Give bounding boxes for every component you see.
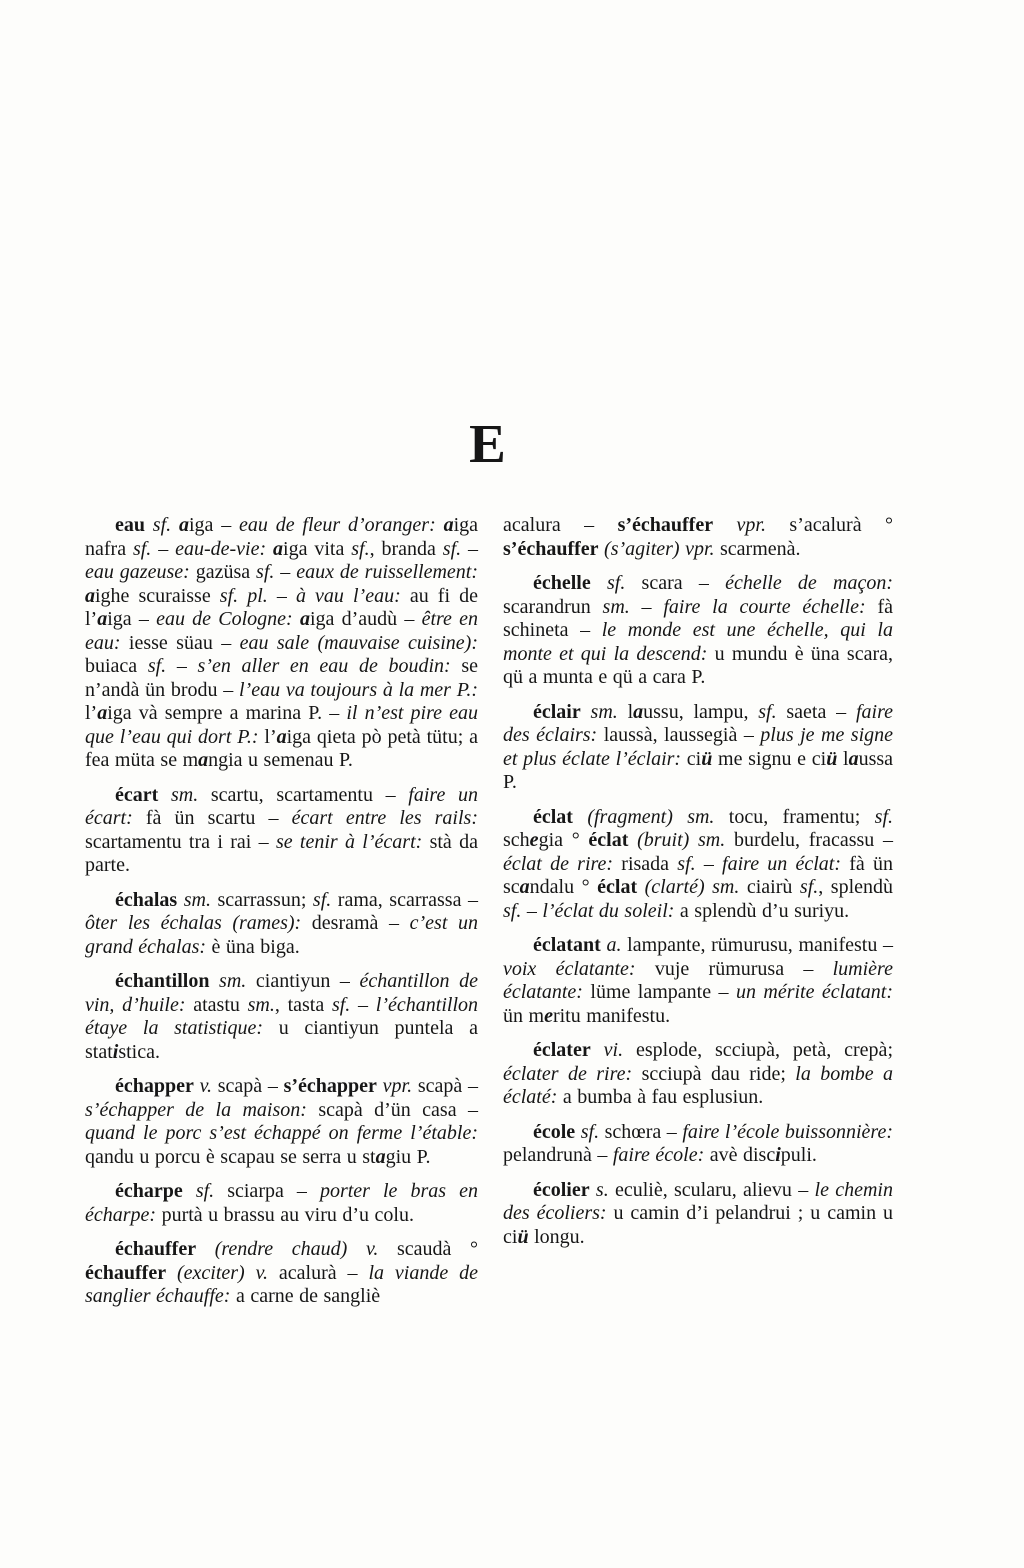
text-segment: l’ [85, 702, 98, 724]
text-segment: è üna biga. [206, 935, 300, 958]
text-segment: – [166, 655, 198, 677]
entry-eclat [503, 806, 893, 924]
text-segment: sm. [580, 700, 628, 723]
text-segment: (s’agiter) vpr. [598, 537, 721, 560]
text-segment: iesse süau – [120, 631, 240, 654]
text-segment: i [775, 1144, 781, 1166]
text-segment: faire l’école buissonnière: [682, 1120, 894, 1143]
text-segment: éclater de rire: [503, 1062, 633, 1085]
text-segment: sm. [247, 993, 275, 1016]
text-segment: acalura – [503, 514, 618, 536]
text-segment: ôter les échalas (rames): [85, 912, 302, 934]
text-segment: , splendù [818, 876, 893, 898]
entry-echelle [503, 572, 893, 690]
text-segment: sf. [145, 514, 179, 536]
text-segment: s’en aller en eau de boudin: [197, 655, 451, 677]
text-segment: l’eau va toujours à la mer P.: [239, 678, 478, 701]
text-segment: sf. [351, 537, 370, 560]
section-letter-heading: E [469, 413, 507, 474]
text-segment: desramà – [301, 912, 410, 934]
text-segment: vpr. [713, 514, 790, 536]
entry-eclatant [503, 934, 893, 1028]
entry-headword: eau [115, 514, 145, 536]
text-segment: sf. [442, 537, 462, 560]
text-segment: éclat de rire: [503, 852, 614, 875]
entry-eclair [503, 701, 893, 795]
text-segment: u mundu è üna scara, qü a munta e qü a cara P. [503, 642, 893, 688]
entry-eclater [503, 1039, 893, 1110]
text-segment: le monde est une échelle, qui la monte et qui la descend: [503, 619, 893, 665]
text-segment: se n’andà ün brodu – [85, 655, 479, 701]
text-segment: lumière éclatante: [503, 957, 893, 1003]
text-segment: ussu, lampu, [643, 700, 759, 723]
text-segment: le chemin des écoliers: [503, 1178, 893, 1224]
text-segment: sf. [799, 876, 819, 898]
text-segment: (exciter) v. [166, 1261, 279, 1284]
text-segment: ü [826, 747, 838, 770]
text-segment: scartu, scartamentu – [210, 783, 409, 806]
text-segment: e [544, 1004, 553, 1027]
entry-headword: éclater [533, 1039, 591, 1061]
text-segment: a bumba à fau esplusiun. [557, 1086, 764, 1108]
entry-headword: s’échauffer [617, 514, 714, 536]
entry-headword: éclat [597, 876, 638, 898]
text-segment: a [198, 749, 209, 771]
entry-headword: éclat [533, 805, 573, 828]
text-segment: eau gazeuse: [85, 561, 190, 583]
text-segment: ü [701, 747, 713, 770]
text-segment: a. [600, 934, 628, 956]
text-segment: faire un écart: [85, 783, 479, 829]
text-segment: sf. [590, 572, 642, 594]
text-segment: vi. [590, 1039, 637, 1061]
text-segment: pelandrunà – [503, 1144, 613, 1166]
text-segment: ci [681, 747, 702, 770]
text-segment: eau-de-vie: [175, 537, 267, 560]
text-segment: a [85, 584, 95, 607]
entry-headword: s’échauffer [503, 537, 599, 560]
text-segment: iga và sempre a marina P. – [107, 702, 347, 724]
entry-headword: éclat [588, 829, 629, 851]
text-segment: ighe scuraisse [95, 584, 220, 607]
text-segment: a [97, 608, 108, 630]
text-segment: a [443, 514, 454, 536]
text-segment: a [519, 876, 530, 898]
entry-echalas [85, 889, 478, 960]
text-segment: fà schineta – [503, 595, 893, 641]
entry-headword: école [533, 1120, 576, 1143]
text-segment: a splendù d’u suriyu. [674, 899, 850, 922]
text-segment: sm. [209, 970, 256, 992]
text-segment: – [151, 537, 176, 560]
text-segment: faire des éclairs: [503, 700, 893, 746]
text-segment: scartamentu tra i rai – [85, 830, 276, 853]
text-segment: giu P. [385, 1145, 431, 1168]
column-left [85, 514, 478, 1309]
entry-echapper [85, 1075, 478, 1169]
text-segment: rama, scarrassa – [331, 888, 478, 911]
text-segment: eau de Cologne: [156, 608, 293, 630]
text-segment: ussa P. [503, 747, 894, 793]
text-segment: ndalu ° [529, 876, 598, 898]
text-segment: puli. [780, 1144, 817, 1166]
text-segment: eculiè, scularu, alievu – [614, 1178, 815, 1201]
text-segment: sch [503, 829, 530, 851]
text-segment: scapà d’ün casa – [306, 1098, 478, 1121]
text-segment: e [529, 829, 539, 851]
text-segment: v. [193, 1075, 218, 1097]
entry-headword: écolier [533, 1178, 590, 1201]
text-segment: l’ [258, 725, 277, 748]
text-segment: être en eau: [85, 608, 479, 654]
text-segment: sf. [132, 537, 152, 560]
text-segment: se tenir à l’écart: [275, 830, 423, 853]
text-segment [266, 538, 273, 560]
text-segment: ün m [503, 1004, 545, 1027]
text-segment: stica. [118, 1040, 160, 1063]
text-segment: sf. [758, 700, 777, 723]
entry-headword: échelle [533, 572, 591, 594]
text-segment: , branda [369, 537, 443, 560]
text-segment: a [97, 702, 108, 724]
text-segment: a carne de sangliè [230, 1285, 381, 1307]
text-segment: – [267, 584, 296, 607]
text-segment: sf. [874, 805, 893, 828]
entry-headword: échantillon [115, 970, 210, 992]
entry-ecole [503, 1121, 893, 1168]
text-segment: – [461, 537, 479, 560]
text-segment: a [178, 514, 189, 536]
text-segment: à vau l’eau: [295, 584, 401, 607]
text-segment: a [273, 537, 284, 560]
text-segment: a [375, 1145, 386, 1168]
text-segment: eau sale (mauvaise cuisine): [239, 631, 478, 654]
text-segment: atastu [185, 993, 248, 1016]
text-segment: sf. [677, 852, 696, 875]
text-segment: s. [589, 1178, 615, 1201]
text-segment: faire un éclat: [722, 852, 842, 875]
text-segment: (bruit) sm. [628, 829, 734, 851]
text-segment: u ciantiyun puntela a stat [85, 1017, 478, 1063]
text-segment: – [274, 561, 297, 583]
text-segment: la viande de sanglier échauffe: [85, 1261, 478, 1307]
text-segment: sf. [182, 1180, 228, 1202]
text-segment: porter le bras en écharpe: [85, 1180, 478, 1226]
text-segment: ritu manifestu. [552, 1004, 671, 1027]
text-segment: acalurà – [278, 1261, 369, 1284]
text-segment: esplode, scciupà, petà, crepà; [636, 1039, 893, 1061]
text-segment: scciupà dau ride; [632, 1062, 796, 1085]
entry-headword: échalas [115, 888, 178, 911]
entry-echauffer-continuation [503, 514, 893, 561]
text-segment: ngia u semenau P. [208, 749, 353, 771]
text-segment: échantillon de vin, d’huile: [85, 970, 478, 1016]
text-segment: a [299, 608, 310, 630]
text-segment: eau de fleur d’oranger: [239, 514, 436, 536]
text-segment: sm. [602, 595, 630, 618]
text-segment: (fragment) sm. [572, 805, 729, 828]
text-segment: la bombe a éclaté: [503, 1062, 893, 1108]
text-segment: l’échantillon étaye la statistique: [85, 993, 478, 1039]
text-segment: échelle de maçon: [725, 572, 894, 594]
text-segment: u camin d’i pelandrui ; u camin u ci [503, 1202, 893, 1248]
text-segment: l [627, 700, 634, 723]
text-segment: l [837, 747, 849, 770]
entry-headword: éclair [533, 700, 581, 723]
text-segment: i [112, 1040, 119, 1063]
entry-headword: échauffer [85, 1261, 167, 1284]
text-segment: au fi de l’ [85, 584, 478, 630]
entry-headword: éclatant [533, 934, 601, 956]
text-segment: iga nafra [85, 514, 479, 560]
text-segment: a [848, 747, 859, 770]
text-segment: sf. [331, 993, 351, 1016]
text-segment: lampante, rümurusu, manifestu – [627, 934, 894, 956]
text-segment: sf. [503, 899, 522, 922]
text-segment: a [633, 700, 644, 723]
text-segment: scarandrun [503, 595, 603, 618]
text-segment: s’acalurà ° [789, 514, 893, 536]
text-segment: scapà – [217, 1075, 284, 1097]
text-segment: (rendre chaud) v. [196, 1238, 397, 1260]
text-segment: ü [517, 1225, 529, 1248]
text-segment: a [276, 725, 287, 748]
text-segment: s’échapper de la maison: [85, 1098, 307, 1121]
text-segment: iga – [107, 608, 157, 630]
entry-ecolier [503, 1179, 893, 1250]
text-segment: scaudà ° [396, 1238, 478, 1260]
text-segment: scarrassun; [217, 888, 313, 911]
text-segment: – [695, 852, 723, 875]
text-segment: sm. [158, 783, 211, 806]
text-segment: quand le porc s’est échappé on ferme l’étable: [85, 1122, 478, 1144]
text-segment: vpr. [376, 1075, 418, 1097]
text-segment: fà ün sc [503, 852, 893, 898]
entry-headword: s’échapper [283, 1075, 377, 1097]
text-segment: schœra – [604, 1120, 683, 1143]
text-segment: scapà – [417, 1075, 478, 1097]
text-segment: purtà u brassu au viru d’u colu. [156, 1203, 414, 1226]
text-segment: – [629, 595, 664, 618]
text-segment [436, 514, 444, 536]
text-segment: scara – [641, 572, 726, 594]
text-segment: ciairù [746, 876, 800, 898]
text-segment: qandu u porcu è scapau se serra u st [85, 1145, 376, 1168]
text-segment: tocu, framentu; [728, 805, 875, 828]
text-segment: écart entre les rails: [291, 807, 478, 829]
text-segment: lüme lampante – [582, 981, 736, 1003]
text-segment: voix éclatante: [503, 957, 636, 980]
text-segment: sf. [256, 561, 275, 583]
text-segment: sciarpa – [227, 1180, 320, 1202]
text-segment [293, 608, 300, 630]
text-segment: c’est un grand échalas: [85, 912, 478, 958]
entry-headword: écart [115, 783, 159, 806]
text-segment: eaux de ruissellement: [296, 561, 478, 583]
text-segment: ciantiyun – [255, 970, 360, 992]
entry-ecart [85, 784, 478, 878]
entry-headword: échauffer [115, 1238, 197, 1260]
text-segment: l’éclat du soleil: [542, 899, 675, 922]
text-segment: me signu e ci [712, 747, 827, 770]
text-segment: fà ün scartu – [132, 807, 292, 829]
entry-echantillon [85, 970, 478, 1064]
entry-headword: échapper [115, 1075, 194, 1097]
text-segment: vuje rümurusa – [635, 957, 833, 980]
entry-eau [85, 514, 478, 773]
text-segment: , tasta [274, 993, 332, 1016]
text-segment: scarmenà. [720, 537, 801, 560]
text-segment: iga vita [283, 537, 352, 560]
text-segment: sm. [177, 888, 218, 911]
text-segment: iga d’audù – [309, 608, 422, 630]
column-right [503, 514, 893, 1249]
text-segment: burdelu, fracassu – [733, 829, 893, 851]
text-segment: laussà, laussegià – [597, 724, 761, 746]
text-segment: avè disc [704, 1144, 776, 1166]
text-segment: plus je me signe et plus éclate l’éclair: [503, 724, 894, 770]
text-segment: longu. [528, 1225, 585, 1248]
entry-echarpe [85, 1180, 478, 1227]
entry-headword: écharpe [115, 1180, 183, 1202]
text-segment: (clarté) sm. [637, 876, 747, 898]
text-segment: stà da parte. [85, 830, 478, 876]
text-segment: iga qieta pò petà tütu; a fea müta se m [85, 725, 478, 771]
text-segment: – [350, 993, 376, 1016]
text-segment: sf. pl. [219, 584, 268, 607]
text-segment: buiaca [85, 655, 148, 677]
text-segment: un mérite éclatant: [735, 981, 893, 1003]
text-segment: sf. [575, 1120, 605, 1143]
text-segment: sf. [312, 888, 332, 911]
text-segment: iga – [188, 514, 240, 536]
entry-echauffer [85, 1238, 478, 1309]
text-segment: sf. [147, 655, 167, 677]
text-segment: faire école: [612, 1144, 705, 1166]
text-segment: faire la courte échelle: [663, 595, 866, 618]
text-segment: il n’est pire eau que l’eau qui dort P.: [85, 702, 479, 748]
text-segment: gia ° [538, 829, 589, 851]
text-segment: gazüsa [189, 561, 257, 583]
text-segment: – [521, 899, 543, 922]
text-segment: saeta – [776, 700, 856, 723]
text-segment: risada [613, 852, 678, 875]
